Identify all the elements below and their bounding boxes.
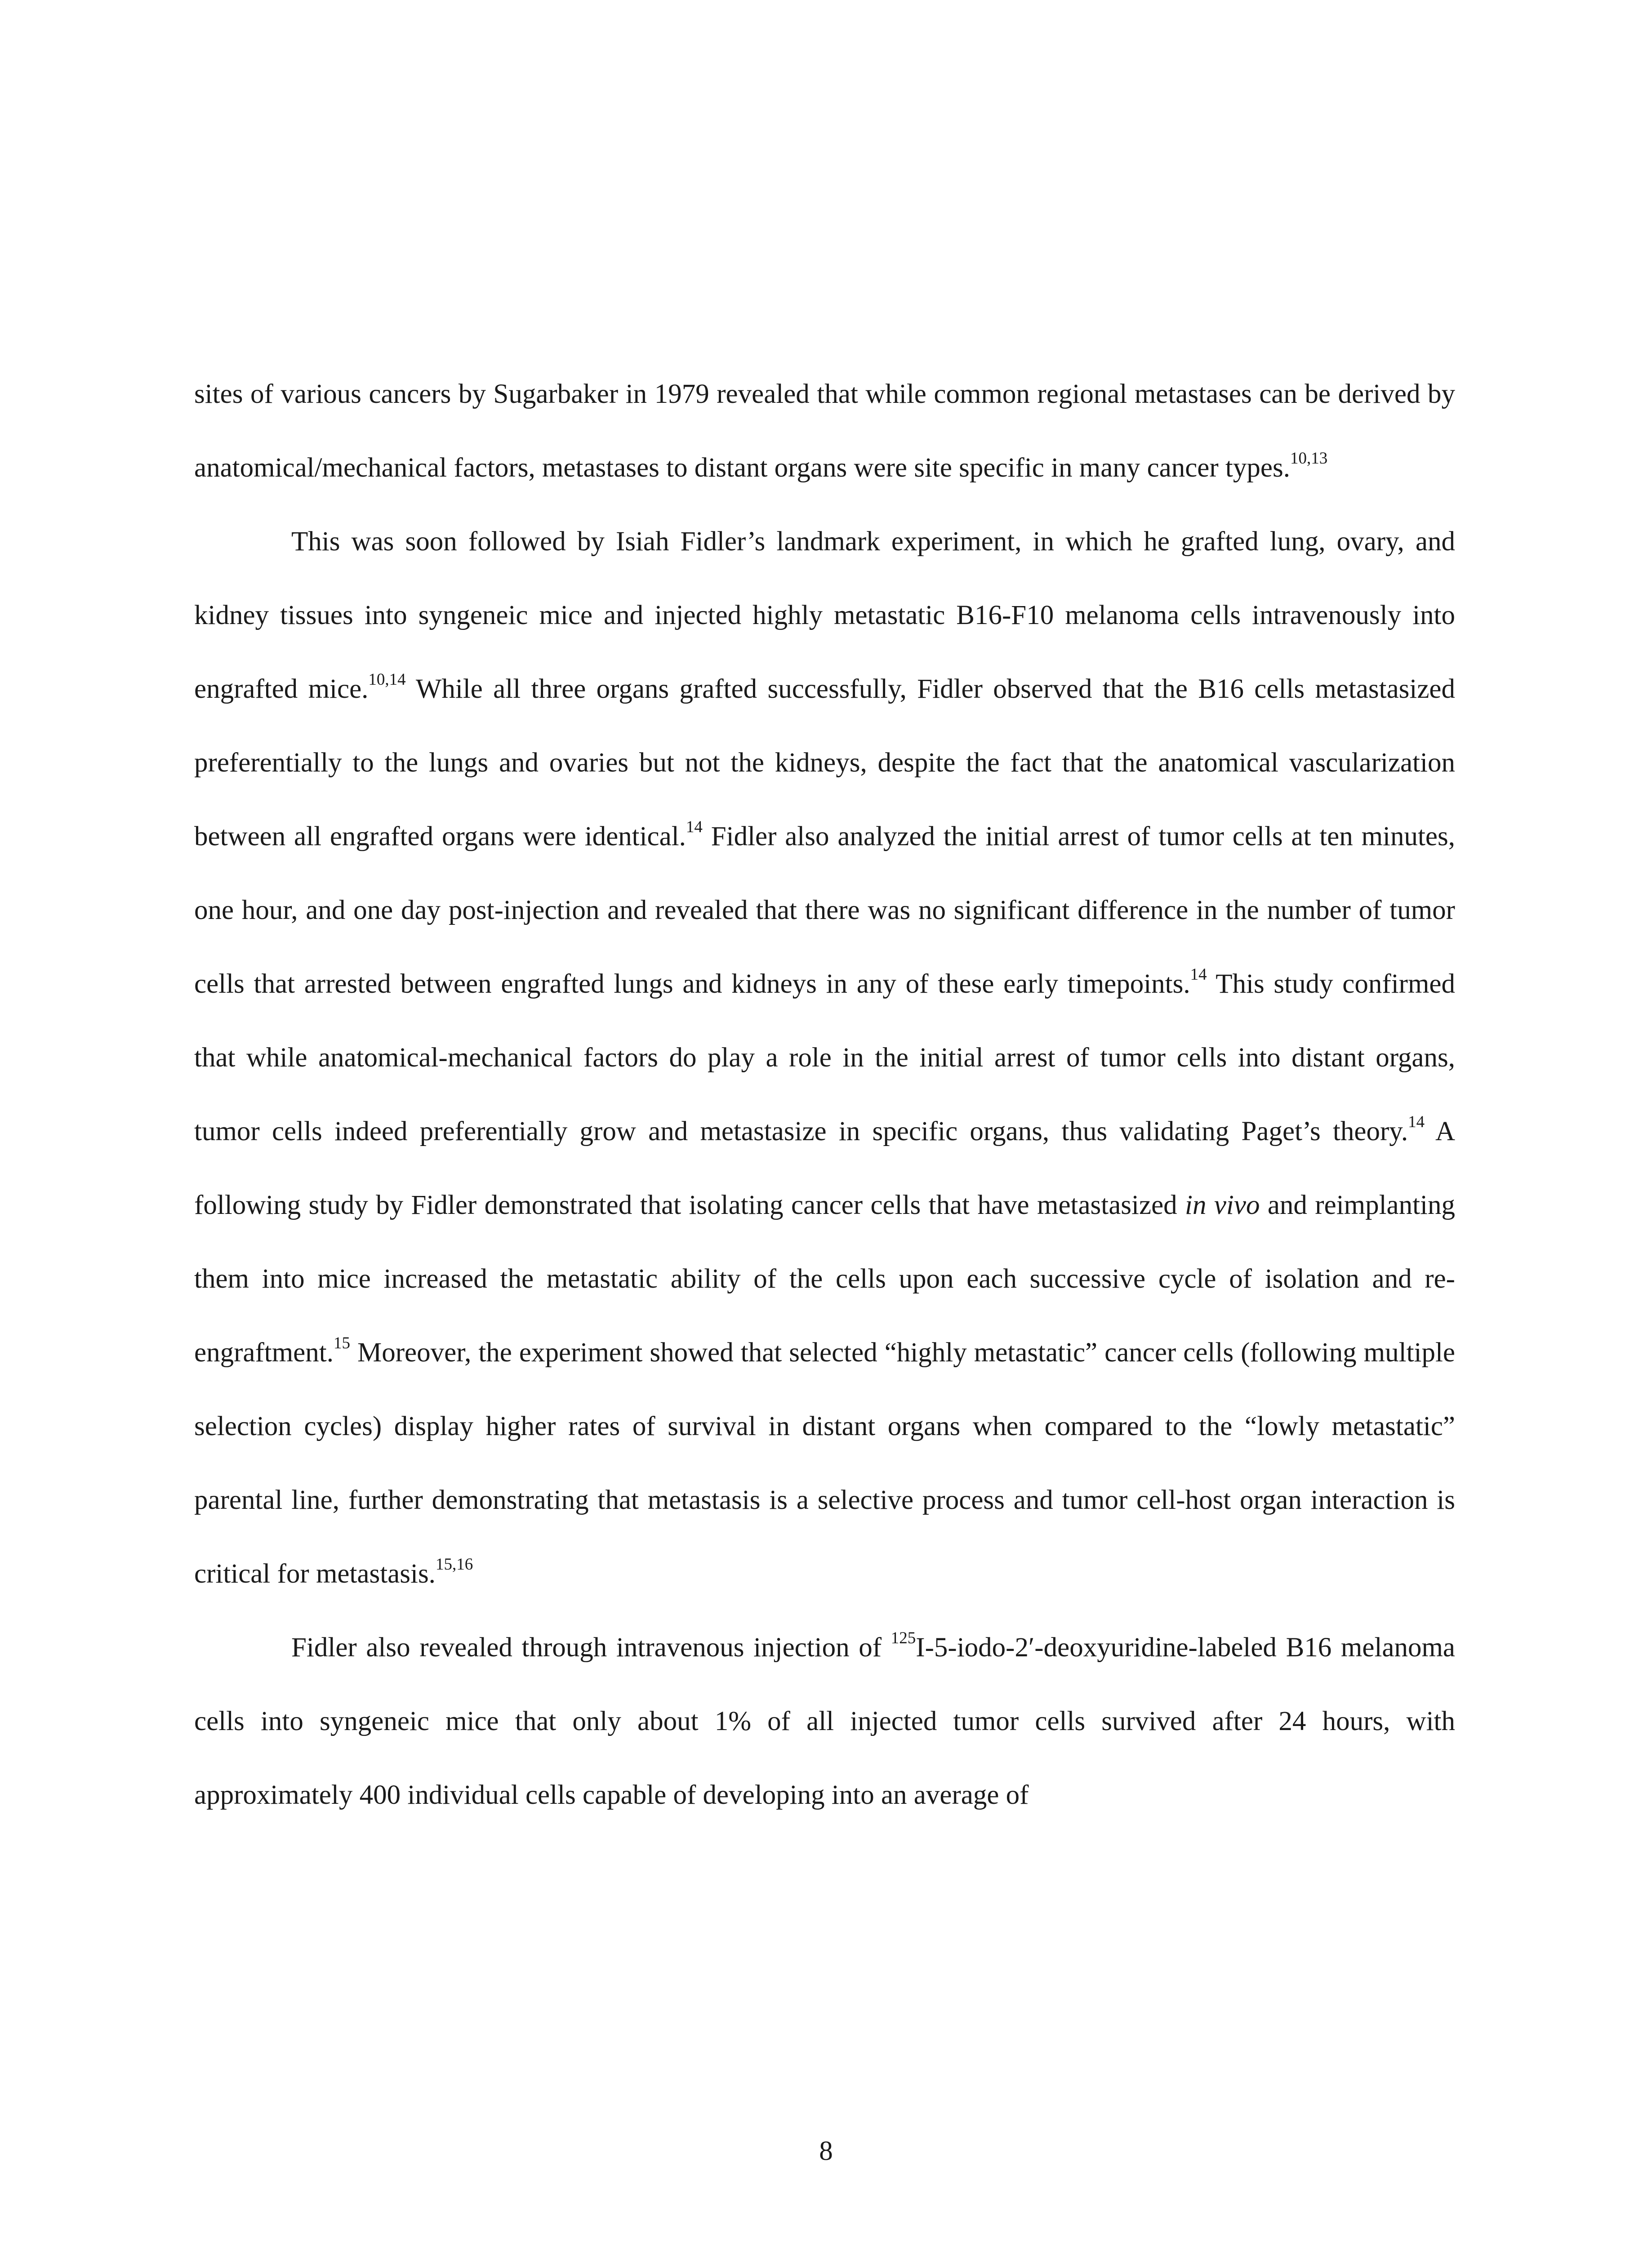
text-run: and reimplanting them into mice increased the metastatic ability of the cells upon each successive cycle of isolation and re-engraftment.	[194, 1190, 1456, 1368]
citation-superscript: 125	[891, 1628, 916, 1647]
text-run: Moreover, the experiment showed that selected “highly metastatic” cancer cells (following multiple selection cycles) display higher rates of survival in distant organs when compared to the “lowly metastatic” parental line, further demonstrating that metastasis is a selective process and tumor cell-host organ interaction is critical for metastasis.	[194, 1338, 1455, 1589]
text-run: Fidler also analyzed the initial arrest of tumor cells at ten minutes, one hour, and one day post-injection and revealed that there was no significant difference in the number of tumor cells that arrested between engrafted lungs and kidneys in any of these early timepoints.	[194, 821, 1455, 999]
citation-superscript: 15	[333, 1334, 350, 1352]
page-number: 8	[819, 2136, 833, 2166]
text-run: This was soon followed by Isiah Fidler’s landmark experiment, in which he grafted lung, ovary, and kidney tissues into syngeneic mice and injected highly metastatic B16-F10 melanoma cells intravenously into engrafted mice.	[194, 526, 1455, 704]
citation-superscript: 14	[686, 817, 703, 836]
text-run: This study confirmed that while anatomical-mechanical factors do play a role in the initial arrest of tumor cells into distant organs, tumor cells indeed preferentially grow and metastasize in specific organs, thus validating Paget’s theory.	[194, 969, 1455, 1146]
paragraph	[194, 357, 1455, 505]
italic-text: in vivo	[1185, 1190, 1260, 1220]
citation-superscript: 10,13	[1290, 449, 1328, 468]
paragraph	[194, 505, 1455, 1611]
text-run: Fidler also revealed through intravenous injection of	[291, 1632, 891, 1663]
citation-superscript: 15,16	[435, 1555, 473, 1574]
citation-superscript: 14	[1190, 965, 1207, 984]
citation-superscript: 14	[1408, 1112, 1425, 1131]
text-run: While all three organs grafted successfully, Fidler observed that the B16 cells metastasized preferentially to the lungs and ovaries but not the kidneys, despite the fact that the anatomical vascularization between all engrafted organs were identical.	[194, 674, 1455, 852]
body-text	[194, 357, 1455, 1832]
paragraph	[194, 1611, 1455, 1832]
text-run: sites of various cancers by Sugarbaker in 1979 revealed that while common regional metastases can be derived by anatomical/mechanical factors, metastases to distant organs were site specific in many cancer types.	[194, 379, 1455, 483]
text-run: I-5-iodo-2′-deoxyuridine-labeled B16 melanoma cells into syngeneic mice that only about 1% of all injected tumor cells survived after 24 hours, with approximately 400 individual cells capable of developing into an average of	[194, 1632, 1455, 1810]
citation-superscript: 10,14	[368, 670, 406, 689]
text-run: A following study by Fidler demonstrated that isolating cancer cells that have metastasized	[194, 1116, 1455, 1220]
